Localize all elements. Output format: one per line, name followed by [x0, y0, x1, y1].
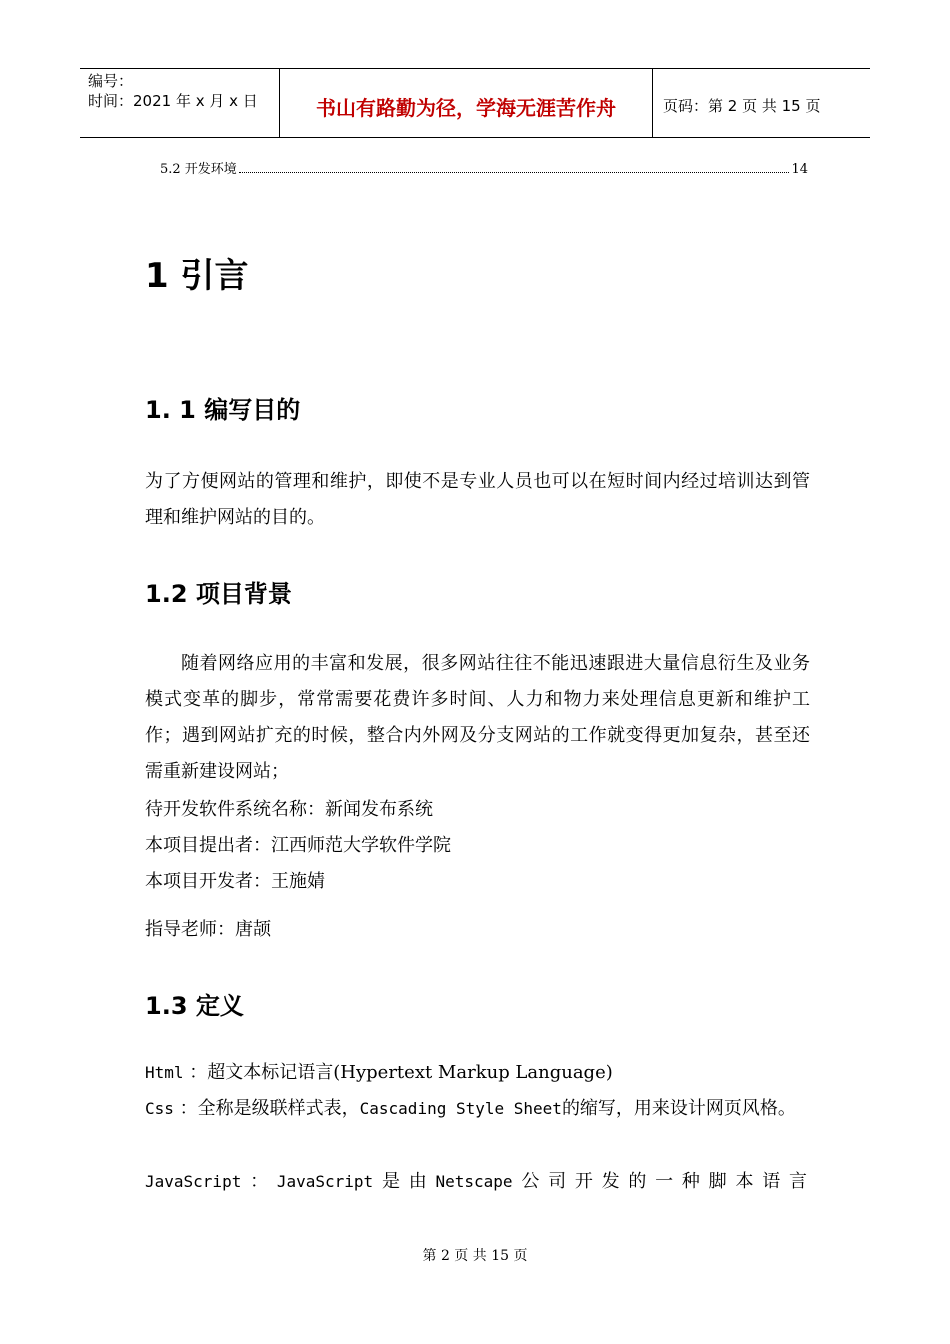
toc-entry-label: 5.2 开发环境 [160, 162, 237, 177]
def-css-a: ：全称是级联样式表， [179, 1098, 360, 1119]
js-word: 一 [655, 1171, 674, 1192]
js-word: 发 [601, 1171, 620, 1192]
js-word: ： [250, 1171, 269, 1192]
js-word: 开 [574, 1171, 593, 1192]
header-motto: 书山有路勤为径，学海无涯苦作舟 [280, 69, 653, 137]
section-title-background: 1.2 项目背景 [145, 580, 292, 608]
js-word: 由 [408, 1171, 427, 1192]
definition-javascript [145, 1170, 807, 1194]
definition-html [145, 1061, 613, 1085]
js-word: 司 [548, 1171, 567, 1192]
advisor-line: 指导老师：唐颉 [145, 919, 271, 940]
page-header [80, 68, 870, 138]
js-word: 言 [788, 1171, 807, 1192]
js-word: JavaScript [276, 1172, 374, 1191]
js-word: JavaScript [145, 1172, 242, 1191]
page-footer: 第 2 页 共 15 页 [422, 1248, 528, 1264]
js-word: 本 [735, 1171, 754, 1192]
header-page-info: 页码：第 2 页 共 15 页 [663, 96, 821, 115]
term-css: Css [145, 1099, 174, 1118]
js-word: 脚 [708, 1171, 727, 1192]
js-word: 语 [762, 1171, 781, 1192]
section-text-purpose: 为了方便网站的管理和维护，即使不是专业人员也可以在短时间内经过培训达到管理和维护网站的目的。 [145, 471, 810, 528]
js-word: Netscape [435, 1172, 513, 1191]
def-css-b: Cascading Style Sheet [359, 1099, 562, 1118]
date-label: 时间：2021 年 x 月 x 日 [88, 92, 258, 110]
js-word: 是 [381, 1171, 400, 1192]
definition-css [145, 1097, 796, 1121]
js-word: 的 [628, 1171, 647, 1192]
def-html: ：超文本标记语言(Hypertext Markup Language) [189, 1062, 613, 1083]
toc-entry-page: 14 [791, 162, 808, 177]
toc-entry[interactable] [160, 160, 808, 180]
number-label: 编号： [88, 72, 134, 90]
developer-line: 本项目开发者：王施婧 [145, 871, 325, 892]
js-word: 种 [681, 1171, 700, 1192]
header-meta [80, 69, 280, 137]
proposer-line: 本项目提出者：江西师范大学软件学院 [145, 835, 451, 856]
section-title-definitions: 1.3 定义 [145, 992, 244, 1020]
toc-leader-dots [239, 172, 790, 173]
system-name-line: 待开发软件系统名称：新闻发布系统 [145, 799, 433, 820]
term-html: Html [145, 1063, 184, 1082]
js-word: 公 [521, 1171, 540, 1192]
def-css-c: 的缩写，用来设计网页风格。 [561, 1098, 796, 1119]
section-text-background: 随着网络应用的丰富和发展，很多网站往往不能迅速跟进大量信息衍生及业务模式变革的脚步，常常需要花费许多时间、人力和物力来处理信息更新和维护工作；遇到网站扩充的时候，整合内外网及分支网站的工作就变得更加复杂，甚至还需重新建设网站； [145, 653, 810, 782]
chapter-title: 1 引言 [145, 256, 249, 296]
section-title-purpose: 1. 1 编写目的 [145, 396, 301, 424]
